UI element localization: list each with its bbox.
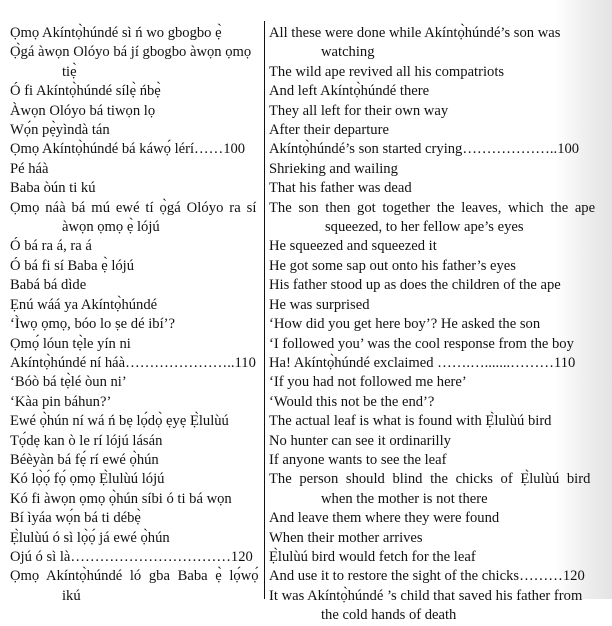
verse-line: The actual leaf is what is found with Ẹ̀lulùú bird	[269, 413, 552, 430]
column-divider	[264, 21, 265, 599]
verse-line-wrapped: Ọ̀gá àwọn Olóyo bá jí gbogbo àwọn ọmọ	[10, 44, 252, 61]
verse-line: Shrieking and wailing	[269, 160, 398, 177]
verse-line-wrapped: Ọmọ náà bá mú ewé tí ọ̀gá Olóyo ra sí	[10, 199, 257, 216]
verse-line: Tọ́dẹ kan ò le rí lójú lásán	[10, 432, 163, 449]
verse-line: Àwọn Olóyo bá tiwọn lọ	[10, 102, 156, 119]
verse-line: That his father was dead	[269, 180, 412, 197]
verse-line: Ẹ̀lulùú bird would fetch for the leaf	[269, 548, 476, 565]
verse-line-continuation: watching	[321, 44, 375, 61]
verse-line: Ewé ọ̀hún ní wá ń bẹ lọ́dọ̀ ẹyẹ Ẹ̀lulùú	[10, 413, 229, 430]
verse-line: Ó fi Akíntọ̀húndé sílẹ̀ ńbẹ̀	[10, 83, 161, 100]
verse-line: Kó lọ̀ọ́ fọ́ ọmọ Ẹ̀lulùú lójú	[10, 471, 165, 488]
verse-line-continuation: when the mother is not there	[321, 490, 488, 507]
english-translation-column	[269, 24, 597, 626]
verse-line-numbered: Akíntọ̀húndé’s son started crying………………..100	[269, 141, 580, 158]
verse-line-wrapped: Ọmọ Akíntọ̀húndé ló gba Baba ẹ̀ lọ́wọ́	[10, 568, 259, 585]
yoruba-text-column	[10, 24, 258, 606]
verse-line-numbered: Ojú ó sì là……………………………120	[10, 548, 253, 565]
verse-line-numbered: And use it to restore the sight of the chicks………120	[269, 568, 585, 585]
verse-line: If anyone wants to see the leaf	[269, 451, 447, 468]
verse-line-continuation: àwọn ọmọ ẹ̀ lójú	[62, 219, 160, 236]
verse-line: After their departure	[269, 122, 389, 139]
verse-line: ‘Bóò bá tẹ̀lé òun ni’	[10, 374, 127, 391]
verse-line: The wild ape revived all his compatriots	[269, 63, 505, 80]
verse-line: Ẹnú wáá ya Akíntọ̀húndé	[10, 296, 158, 313]
verse-line-numbered: Akíntọ̀húndé ní háà…………………..110	[10, 354, 256, 371]
verse-line: His father stood up as does the children of the ape	[269, 277, 561, 294]
verse-line: And left Akíntọ̀húndé there	[269, 83, 430, 100]
verse-line-numbered: Ha! Akíntọ̀húndé exclaimed …….….......………110	[269, 354, 576, 371]
verse-line: He was surprised	[269, 296, 370, 313]
verse-line: Ẹ̀lulùú ó sì lọ̀ọ́ já ewé ọ̀hún	[10, 529, 170, 546]
verse-line: Ó bá ra á, ra á	[10, 238, 92, 255]
verse-line: And leave them where they were found	[269, 510, 500, 527]
verse-line-continuation: ikú	[62, 587, 81, 604]
verse-line: Ó bá fi sí Baba ẹ̀ lójú	[10, 257, 135, 274]
verse-line: When their mother arrives	[269, 529, 423, 546]
verse-line: He got some sap out onto his father’s eyes	[269, 257, 516, 274]
verse-line: Bí ìyáa wọ́n bá ti débẹ̀	[10, 510, 141, 527]
verse-line: Wọ́n pẹ̀yìndà tán	[10, 122, 110, 139]
verse-line-continuation: tiẹ̀	[62, 63, 77, 80]
verse-line: Ọmọ́ lóun tẹ̀le yín ni	[10, 335, 131, 352]
verse-line: Pé háà	[10, 160, 49, 177]
verse-line-wrapped: It was Akíntọ̀húndé ’s child that saved his father from	[269, 587, 583, 604]
verse-line: ‘Kàa pin báhun?’	[10, 393, 112, 410]
verse-line-wrapped: The son then got together the leaves, which the ape	[269, 199, 596, 216]
verse-line-numbered: Ọmọ Akíntọ̀húndé bá káwọ́ lérí……100	[10, 141, 246, 158]
verse-line: They all left for their own way	[269, 102, 449, 119]
verse-line: Babá bá dìde	[10, 277, 87, 294]
verse-line: He squeezed and squeezed it	[269, 238, 437, 255]
verse-line: No hunter can see it ordinarilly	[269, 432, 451, 449]
verse-line: ‘I followed you’ was the cool response from the boy	[269, 335, 574, 352]
verse-line: ‘How did you get here boy’? He asked the son	[269, 316, 541, 333]
verse-line-continuation: the cold hands of death	[321, 607, 457, 624]
verse-line: Ọmọ Akíntọ̀húndé sì ń wo gbogbo ẹ̀	[10, 25, 222, 41]
verse-line: Baba òún ti kú	[10, 180, 96, 197]
verse-line-continuation: squeezed, to her fellow ape’s eyes	[325, 219, 524, 236]
verse-line: ‘If you had not followed me here’	[269, 374, 467, 391]
verse-line: ‘Ìwọ ọmọ, bóo lo ṣe dé ibí’?	[10, 316, 175, 333]
verse-line-wrapped: The person should blind the chicks of Ẹ̀lulùú bird	[269, 471, 591, 488]
verse-line: Kó fi àwọn ọmọ ọ̀hún síbi ó ti bá wọn	[10, 490, 232, 507]
verse-line-wrapped: All these were done while Akíntọ̀húndé’s son was	[269, 25, 561, 41]
verse-line: Béèyàn bá fẹ́ rí ewé ọ̀hún	[10, 451, 159, 468]
verse-line: ‘Would this not be the end’?	[269, 393, 435, 410]
